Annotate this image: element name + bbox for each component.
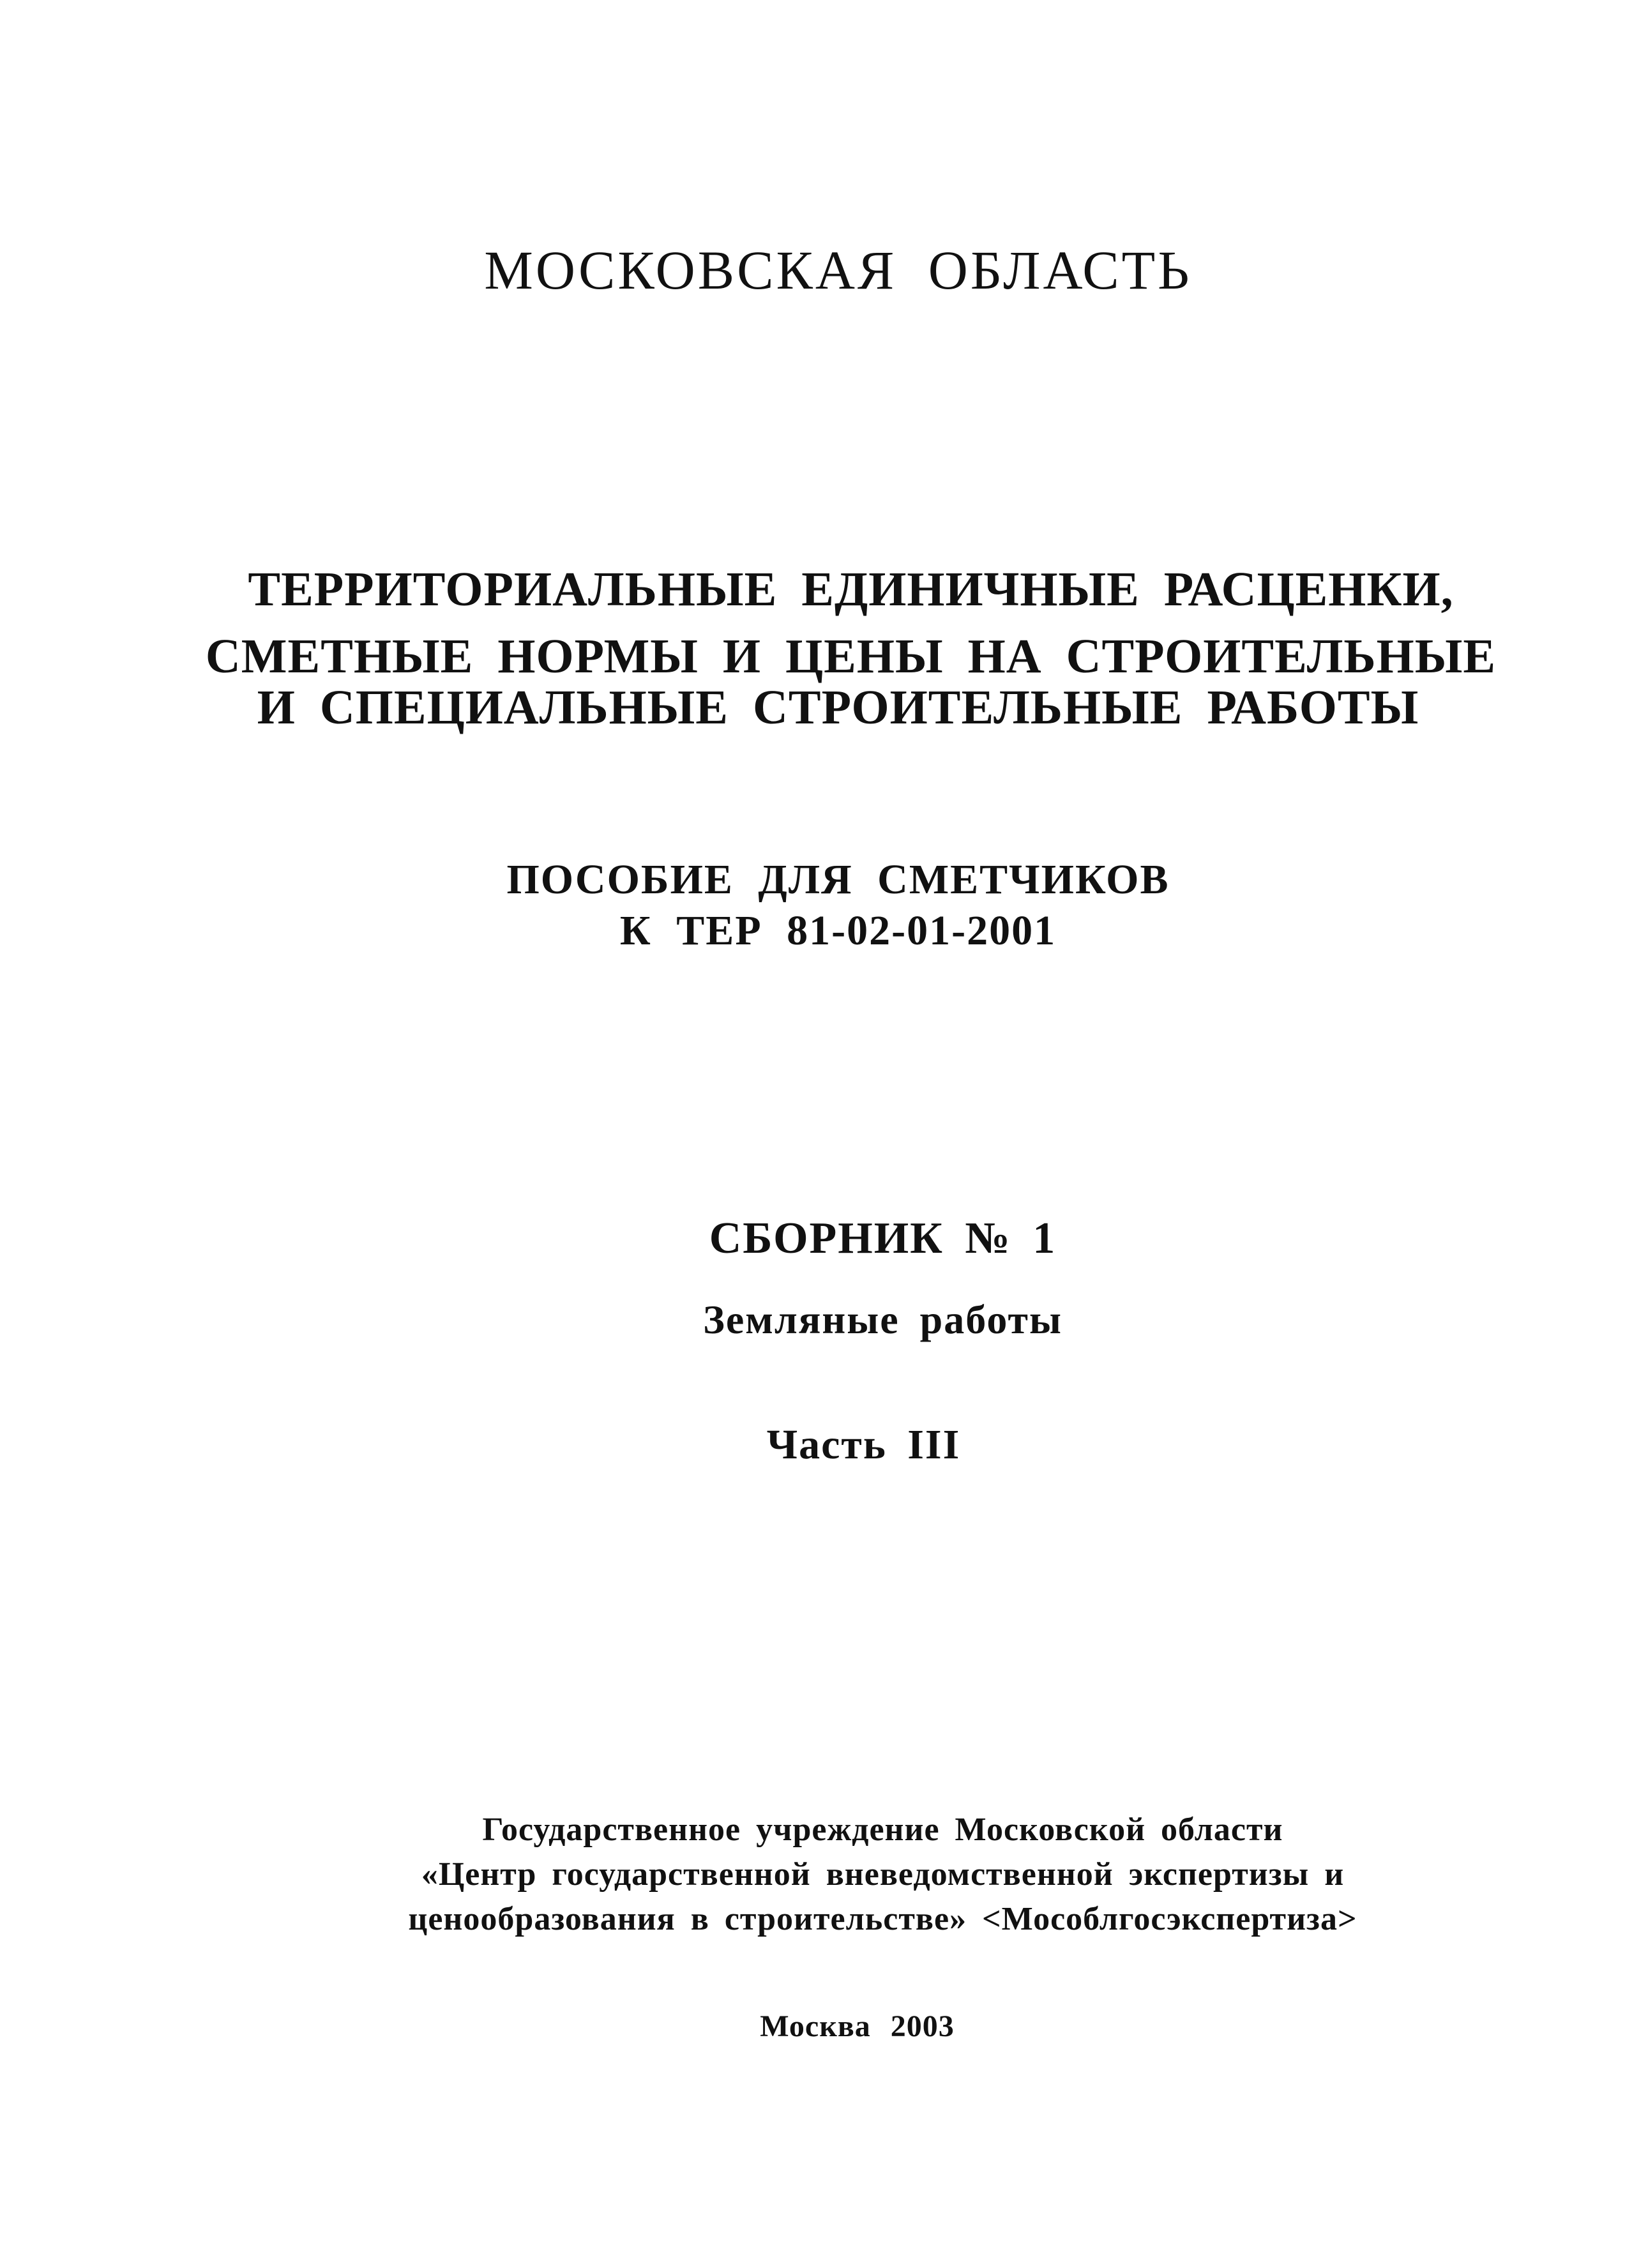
- title-line-3: И СПЕЦИАЛЬНЫЕ СТРОИТЕЛЬНЫЕ РАБОТЫ: [257, 681, 1419, 734]
- title-line-2: СМЕТНЫЕ НОРМЫ И ЦЕНЫ НА СТРОИТЕЛЬНЫЕ: [205, 630, 1497, 683]
- manual-line-2: К ТЕР 81-02-01-2001: [619, 907, 1057, 954]
- region-heading: МОСКОВСКАЯ ОБЛАСТЬ: [484, 239, 1192, 301]
- publisher-line-2: «Центр государственной вневедомственной экспертизы и: [421, 1856, 1345, 1893]
- collection-number: СБОРНИК № 1: [709, 1214, 1057, 1263]
- collection-part: Часть III: [766, 1421, 961, 1468]
- title-line-1: ТЕРРИТОРИАЛЬНЫЕ ЕДИНИЧНЫЕ РАСЦЕНКИ,: [248, 563, 1454, 616]
- publisher-line-1: Государственное учреждение Московской области: [482, 1811, 1283, 1848]
- collection-subject: Земляные работы: [703, 1297, 1062, 1342]
- publisher-line-3: ценообразования в строительстве» <Мособлгосэкспертиза>: [408, 1901, 1357, 1937]
- imprint-place-year: Москва 2003: [760, 2009, 955, 2043]
- manual-line-1: ПОСОБИЕ ДЛЯ СМЕТЧИКОВ: [506, 856, 1170, 903]
